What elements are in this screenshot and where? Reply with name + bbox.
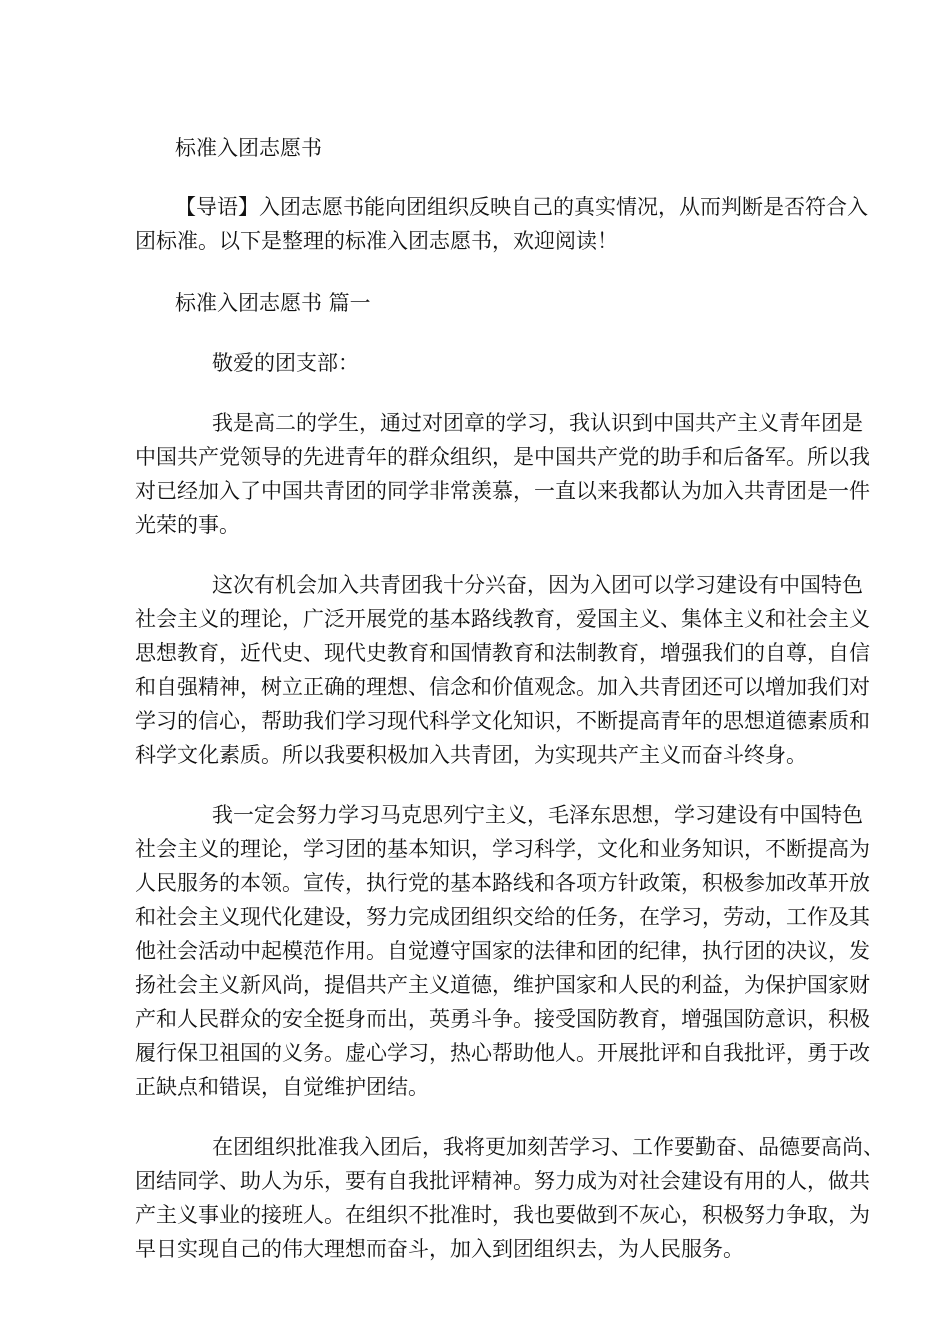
paragraph-line: 和自强精神，树立正确的理想、信念和价值观念。加入共青团还可以增加我们对 bbox=[135, 675, 870, 699]
paragraph-3 bbox=[135, 798, 870, 1104]
paragraph-2 bbox=[135, 568, 870, 772]
paragraph-line: 光荣的事。 bbox=[135, 513, 240, 537]
paragraph-line: 社会主义的理论，广泛开展党的基本路线教育，爱国主义、集体主义和社会主义 bbox=[135, 607, 870, 631]
paragraph-line: 对已经加入了中国共青团的同学非常羡慕，一直以来我都认为加入共青团是一件 bbox=[135, 479, 870, 503]
paragraph-line: 和社会主义现代化建设，努力完成团组织交给的任务，在学习，劳动，工作及其 bbox=[135, 905, 870, 929]
paragraph-line: 产主义事业的接班人。在组织不批准时，我也要做到不灰心，积极努力争取，为 bbox=[135, 1203, 870, 1227]
paragraph-line: 这次有机会加入共青团我十分兴奋，因为入团可以学习建设有中国特色 bbox=[212, 573, 863, 597]
paragraph-line: 团结同学、助人为乐，要有自我批评精神。努力成为对社会建设有用的人，做共 bbox=[135, 1169, 870, 1193]
paragraph-1 bbox=[135, 406, 870, 542]
document-title: 标准入团志愿书 bbox=[175, 136, 322, 160]
section-title: 标准入团志愿书 篇一 bbox=[175, 291, 371, 315]
paragraph-line: 社会主义的理论，学习团的基本知识，学习科学，文化和业务知识，不断提高为 bbox=[135, 837, 870, 861]
paragraph-line: 他社会活动中起模范作用。自觉遵守国家的法律和团的纪律，执行团的决议，发 bbox=[135, 939, 870, 963]
paragraph-line: 学习的信心，帮助我们学习现代科学文化知识，不断提高青年的思想道德素质和 bbox=[135, 709, 870, 733]
paragraph-line: 我是高二的学生，通过对团章的学习，我认识到中国共产主义青年团是 bbox=[212, 411, 863, 435]
paragraph-line: 正缺点和错误，自觉维护团结。 bbox=[135, 1075, 429, 1099]
paragraph-4 bbox=[135, 1130, 884, 1266]
paragraph-line: 产和人民群众的安全挺身而出，英勇斗争。接受国防教育，增强国防意识，积极 bbox=[135, 1007, 870, 1031]
paragraph-line: 人民服务的本领。宣传，执行党的基本路线和各项方针政策，积极参加改革开放 bbox=[135, 871, 870, 895]
paragraph-line: 早日实现自己的伟大理想而奋斗，加入到团组织去，为人民服务。 bbox=[135, 1237, 744, 1261]
paragraph-line: 我一定会努力学习马克思列宁主义，毛泽东思想，学习建设有中国特色 bbox=[212, 803, 863, 827]
paragraph-line: 科学文化素质。所以我要积极加入共青团，为实现共产主义而奋斗终身。 bbox=[135, 743, 807, 767]
paragraph-line: 履行保卫祖国的义务。虚心学习，热心帮助他人。开展批评和自我批评，勇于改 bbox=[135, 1041, 870, 1065]
document-body bbox=[135, 131, 884, 1266]
paragraph-line: 中国共产党领导的先进青年的群众组织，是中国共产党的助手和后备军。所以我 bbox=[135, 445, 870, 469]
paragraph-line: 在团组织批准我入团后，我将更加刻苦学习、工作要勤奋、品德要高尚、 bbox=[212, 1135, 884, 1159]
intro-line: 团标准。以下是整理的标准入团志愿书，欢迎阅读！ bbox=[135, 229, 618, 253]
intro-line: 【导语】入团志愿书能向团组织反映自己的真实情况，从而判断是否符合入 bbox=[175, 195, 868, 219]
paragraph-line: 扬社会主义新风尚，提倡共产主义道德，维护国家和人民的利益，为保护国家财 bbox=[135, 973, 870, 997]
paragraph-line: 思想教育，近代史、现代史教育和国情教育和法制教育，增强我们的自尊，自信 bbox=[135, 641, 870, 665]
intro-block bbox=[135, 190, 868, 258]
salutation: 敬爱的团支部： bbox=[212, 351, 359, 375]
